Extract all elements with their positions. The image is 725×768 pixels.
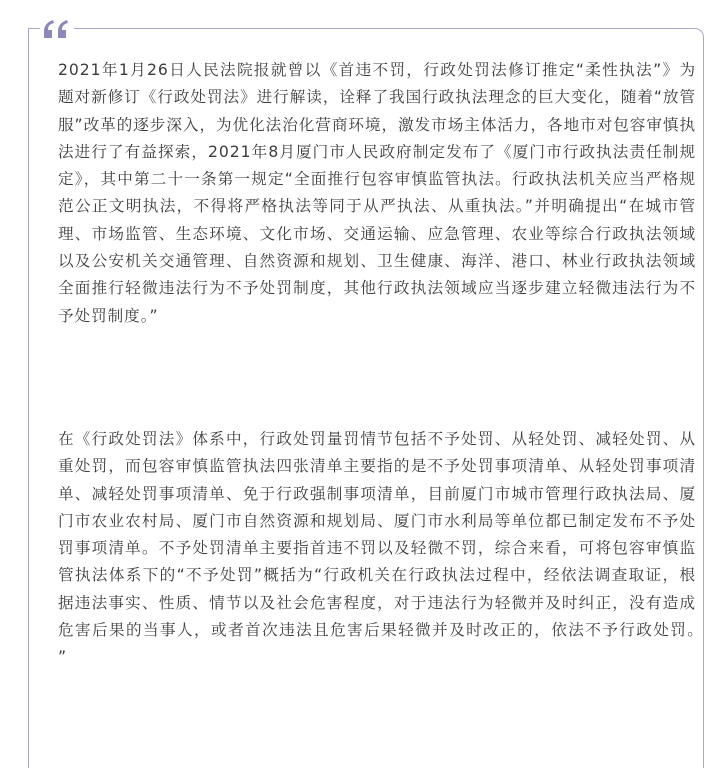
left-double-quote-icon bbox=[40, 18, 74, 40]
article-paragraph-1: 2021年1月26日人民法院报就曾以《首违不罚，行政处罚法修订推定“柔性执法”》为题对新修订《行政处罚法》进行解读，诠释了我国行政执法理念的巨大变化，随着“放管服”改革的逐步深入，为优化法治化营商环境，激发市场主体活力，各地市对包容审慎执法进行了有益探索，2021年8月厦门市人民政府制定发布了《厦门市行政执法责任制规定》，其中第二十一条第一规定“全面推行包容审慎监管执法。行政执法机关应当严格规范公正文明执法，不得将严格执法等同于从严执法、从重执法。”并明确提出“在城市管理、市场监管、生态环境、文化市场、交通运输、应急管理、农业等综合行政执法领域以及公安机关交通管理、自然资源和规划、卫生健康、海洋、港口、林业行政执法领域全面推行轻微违法行为不予处罚制度，其他行政执法领域应当逐步建立轻微违法行为不予处罚制度。” bbox=[58, 61, 696, 325]
article-paragraph-2: 在《行政处罚法》体系中，行政处罚量罚情节包括不予处罚、从轻处罚、减轻处罚、从重处罚，而包容审慎监管执法四张清单主要指的是不予处罚事项清单、从轻处罚事项清单、减轻处罚事项清单、免于行政强制事项清单，目前厦门市城市管理行政执法局、厦门市农业农村局、厦门市自然资源和规划局、厦门市水利局等单位都已制定发布不予处罚事项清单。不予处罚清单主要指首违不罚以及轻微不罚，综合来看，可将包容审慎监管执法体系下的“不予处罚”概括为“行政机关在行政执法过程中，经依法调查取证，根据违法事实、性质、情节以及社会危害程度，对于违法行为轻微并及时纠正，没有造成危害后果的当事人，或者首次违法且危害后果轻微并及时改正的，依法不予行政处罚。 ” bbox=[58, 430, 713, 667]
